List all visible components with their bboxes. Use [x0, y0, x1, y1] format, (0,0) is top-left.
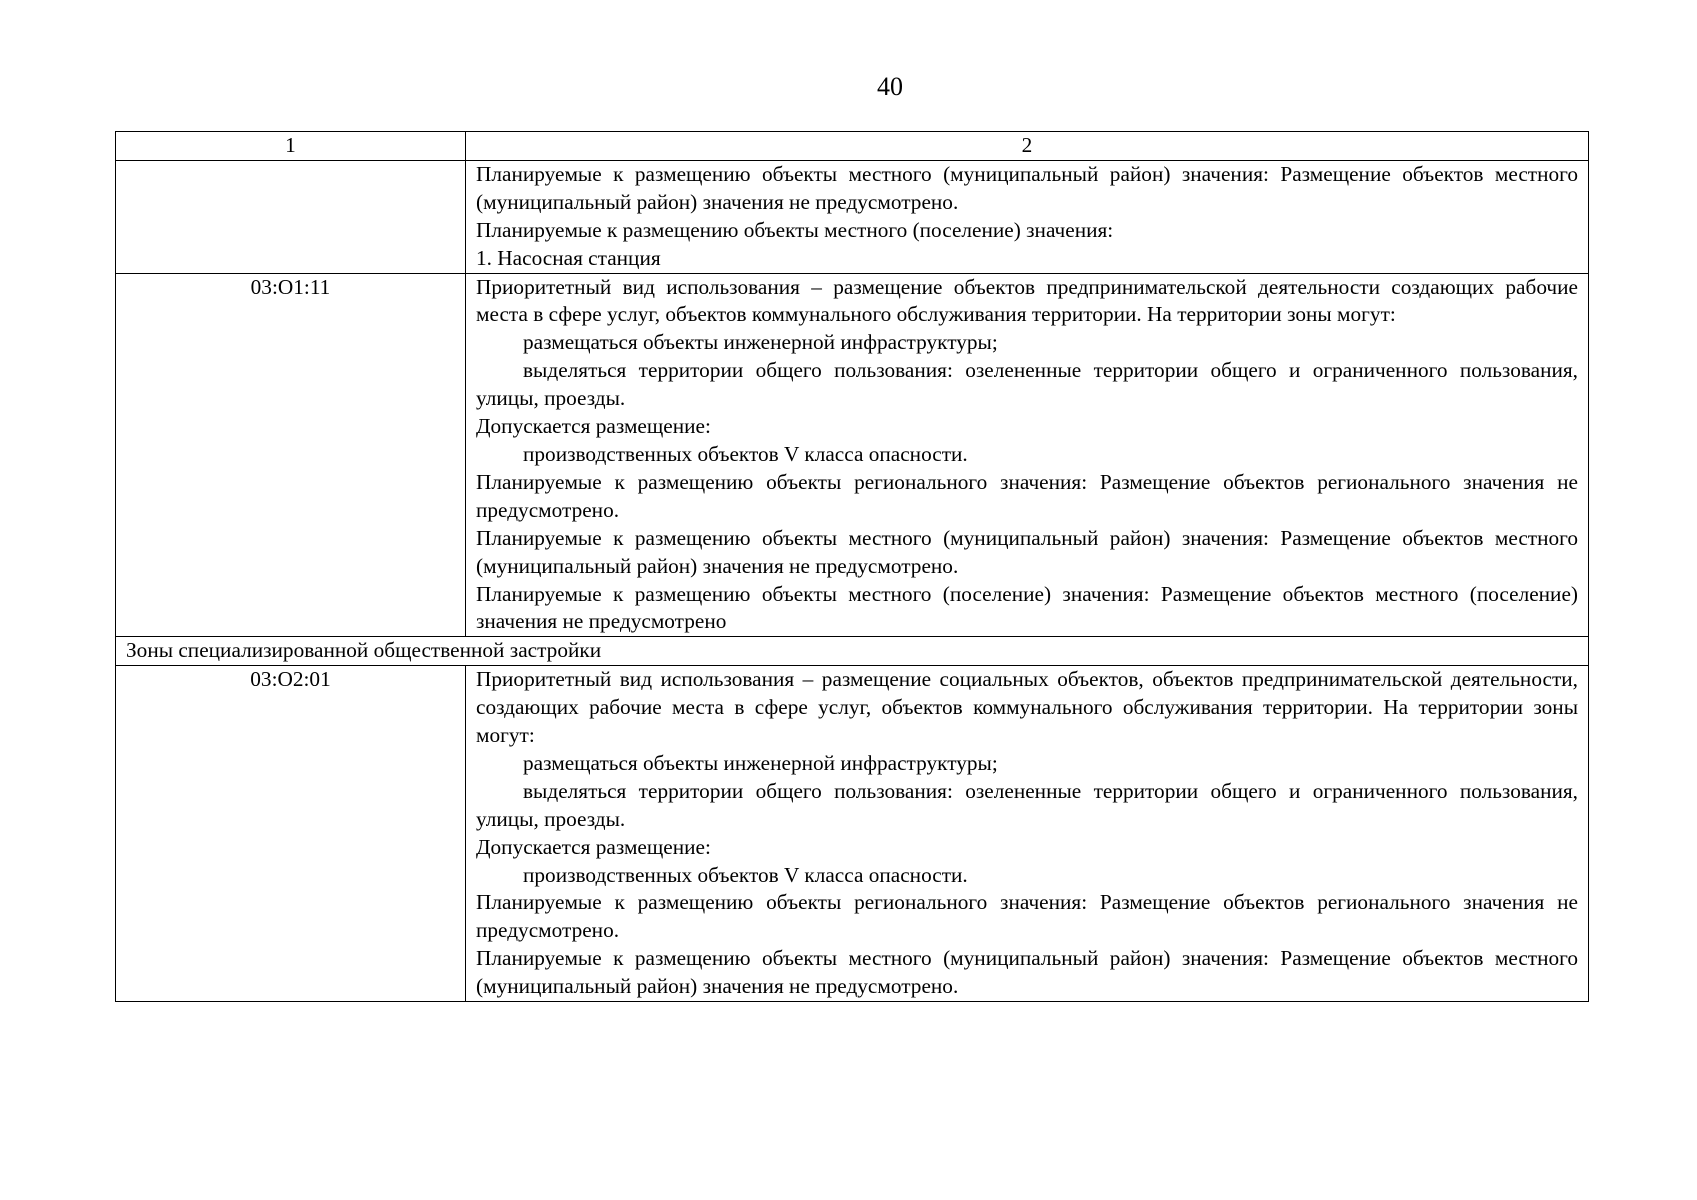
- paragraph: Допускается размещение:: [476, 834, 711, 859]
- paragraph: размещаться объекты инженерной инфраструктуры;: [523, 750, 998, 775]
- zone-code-cell: 03:О2:01: [116, 666, 466, 1002]
- zone-description-cell: [466, 666, 1589, 1002]
- section-heading: Зоны специализированной общественной застройки: [116, 637, 1589, 666]
- zone-code-cell: [116, 160, 466, 273]
- paragraph: 1. Насосная станция: [476, 245, 661, 270]
- table-row: [116, 273, 1589, 637]
- paragraph: выделяться территории общего пользования: озелененные территории общего и ограниченного пользования, улицы, проезды.: [476, 358, 1578, 411]
- zone-description-cell: [466, 273, 1589, 637]
- paragraph: Планируемые к размещению объекты местного (поселение) значения: Размещение объектов местного (поселение) значения не предусмотрено: [476, 581, 1578, 634]
- section-row: [116, 637, 1589, 666]
- paragraph: Планируемые к размещению объекты местного (поселение) значения:: [476, 217, 1114, 242]
- table-row: [116, 666, 1589, 1002]
- paragraph: Планируемые к размещению объекты местного (муниципальный район) значения: Размещение объектов местного (муниципальный район) значения не предусмотрено.: [476, 946, 1578, 999]
- paragraph: Планируемые к размещению объекты местного (муниципальный район) значения: Размещение объектов местного (муниципальный район) значения не предусмотрено.: [476, 525, 1578, 578]
- paragraph: выделяться территории общего пользования: озелененные территории общего и ограниченного пользования, улицы, проезды.: [476, 778, 1578, 831]
- paragraph: Планируемые к размещению объекты регионального значения: Размещение объектов регионального значения не предусмотрено.: [476, 890, 1578, 943]
- zone-description-cell: [466, 160, 1589, 273]
- zone-code-cell: 03:О1:11: [116, 273, 466, 637]
- paragraph: производственных объектов V класса опасности.: [523, 441, 968, 466]
- paragraph: Приоритетный вид использования – размещение социальных объектов, объектов предпринимательской деятельности, создающих рабочие места в сфере услуг, объектов коммунального обслуживания территории. На территории зоны могут:: [476, 667, 1578, 748]
- paragraph: Планируемые к размещению объекты местного (муниципальный район) значения: Размещение объектов местного (муниципальный район) значения не предусмотрено.: [476, 161, 1578, 214]
- paragraph: размещаться объекты инженерной инфраструктуры;: [523, 330, 998, 355]
- paragraph: Приоритетный вид использования – размещение объектов предпринимательской деятельности создающих рабочие места в сфере услуг, объектов коммунального обслуживания территории. На территории зоны могут:: [476, 274, 1578, 327]
- header-cell-1: 1: [116, 132, 466, 161]
- page-number: 40: [877, 72, 903, 101]
- paragraph: Планируемые к размещению объекты регионального значения: Размещение объектов регионального значения не предусмотрено.: [476, 469, 1578, 522]
- table-row: [116, 160, 1589, 273]
- paragraph: Допускается размещение:: [476, 414, 711, 439]
- paragraph: производственных объектов V класса опасности.: [523, 862, 968, 887]
- table-header-row: [116, 132, 1589, 161]
- zoning-table: [115, 131, 1589, 1002]
- header-cell-2: 2: [466, 132, 1589, 161]
